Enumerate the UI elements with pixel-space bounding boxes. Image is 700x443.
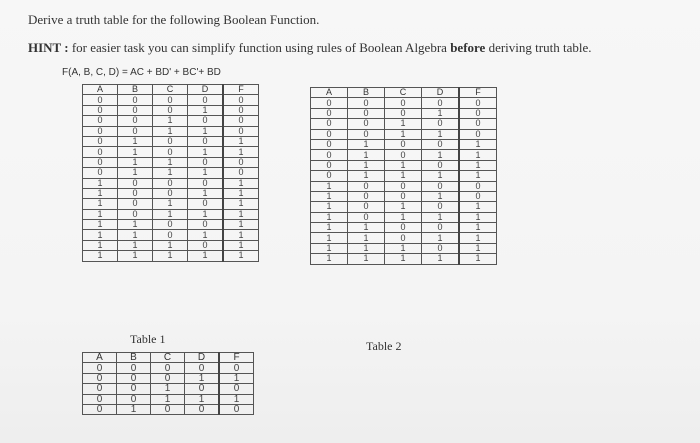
table-row — [311, 119, 497, 129]
cell-a: 0 — [311, 171, 348, 181]
cell-a: 0 — [83, 105, 118, 115]
cell-f: 0 — [459, 191, 497, 201]
cell-f: 1 — [459, 202, 497, 212]
cell-b: 0 — [348, 202, 385, 212]
cell-a: 1 — [311, 191, 348, 201]
table-row — [83, 363, 254, 373]
table-row — [83, 240, 259, 250]
cell-f: 0 — [223, 105, 259, 115]
cell-b: 0 — [118, 126, 153, 136]
table-row — [311, 243, 497, 253]
cell-d: 0 — [188, 240, 224, 250]
cell-c: 1 — [385, 129, 422, 139]
cell-c: 0 — [151, 363, 185, 373]
table-row — [311, 139, 497, 149]
table-row — [311, 254, 497, 264]
hint-bold: before — [450, 40, 486, 55]
table-row — [83, 384, 254, 394]
column-header-c: C — [151, 353, 185, 363]
cell-b: 0 — [348, 181, 385, 191]
cell-d: 1 — [422, 254, 460, 264]
cell-a: 1 — [311, 254, 348, 264]
cell-d: 1 — [188, 251, 224, 261]
cell-b: 1 — [348, 160, 385, 170]
cell-c: 0 — [153, 188, 188, 198]
cell-f: 1 — [459, 254, 497, 264]
cell-d: 0 — [422, 98, 460, 108]
cell-d: 0 — [188, 199, 224, 209]
cell-b: 1 — [118, 220, 153, 230]
cell-b: 0 — [348, 108, 385, 118]
cell-c: 1 — [385, 160, 422, 170]
cell-c: 1 — [385, 254, 422, 264]
table-row — [83, 168, 259, 178]
cell-b: 0 — [348, 98, 385, 108]
cell-b: 1 — [348, 171, 385, 181]
cell-a: 0 — [311, 108, 348, 118]
cell-d: 1 — [422, 212, 460, 222]
column-header-d: D — [422, 88, 460, 98]
cell-f: 1 — [223, 199, 259, 209]
table-row — [311, 191, 497, 201]
cell-d: 1 — [422, 171, 460, 181]
cell-c: 0 — [153, 136, 188, 146]
cell-c: 0 — [153, 147, 188, 157]
cell-f: 1 — [459, 212, 497, 222]
cell-a: 1 — [83, 230, 118, 240]
cell-a: 0 — [311, 98, 348, 108]
cell-a: 1 — [311, 223, 348, 233]
cell-c: 1 — [153, 168, 188, 178]
cell-c: 1 — [153, 126, 188, 136]
truth-table-1 — [82, 84, 259, 262]
table-row — [311, 202, 497, 212]
cell-d: 1 — [185, 373, 220, 383]
cell-c: 0 — [153, 178, 188, 188]
column-header-b: B — [117, 353, 151, 363]
cell-b: 1 — [118, 230, 153, 240]
table-row — [311, 98, 497, 108]
table-row — [311, 108, 497, 118]
cell-a: 0 — [83, 384, 117, 394]
cell-b: 1 — [348, 243, 385, 253]
cell-a: 0 — [83, 168, 118, 178]
table-row — [311, 129, 497, 139]
column-header-d: D — [185, 353, 220, 363]
cell-f: 0 — [459, 181, 497, 191]
cell-d: 0 — [188, 178, 224, 188]
cell-b: 0 — [118, 178, 153, 188]
cell-c: 1 — [153, 240, 188, 250]
table-row — [311, 233, 497, 243]
cell-d: 1 — [188, 168, 224, 178]
table-row — [83, 136, 259, 146]
cell-d: 0 — [422, 202, 460, 212]
cell-c: 0 — [153, 95, 188, 105]
cell-d: 1 — [422, 191, 460, 201]
cell-b: 0 — [118, 188, 153, 198]
cell-a: 0 — [83, 404, 117, 414]
hint-text — [28, 40, 591, 56]
cell-a: 1 — [83, 251, 118, 261]
column-header-c: C — [385, 88, 422, 98]
cell-f: 1 — [459, 160, 497, 170]
cell-c: 1 — [385, 202, 422, 212]
cell-a: 1 — [311, 243, 348, 253]
cell-d: 0 — [188, 95, 224, 105]
cell-b: 1 — [348, 254, 385, 264]
table-row — [83, 116, 259, 126]
cell-d: 0 — [188, 136, 224, 146]
cell-f: 1 — [223, 209, 259, 219]
cell-f: 1 — [223, 178, 259, 188]
cell-c: 0 — [153, 220, 188, 230]
cell-d: 0 — [188, 157, 224, 167]
truth-table-2 — [310, 87, 497, 265]
cell-a: 0 — [311, 129, 348, 139]
cell-f: 0 — [459, 98, 497, 108]
cell-b: 0 — [118, 116, 153, 126]
hint-text-post: deriving truth table. — [485, 40, 592, 55]
cell-f: 0 — [223, 116, 259, 126]
cell-f: 1 — [223, 220, 259, 230]
cell-a: 0 — [83, 136, 118, 146]
cell-d: 1 — [188, 147, 224, 157]
cell-d: 0 — [185, 404, 220, 414]
cell-a: 1 — [83, 199, 118, 209]
cell-f: 1 — [459, 150, 497, 160]
cell-c: 1 — [385, 212, 422, 222]
cell-f: 1 — [459, 171, 497, 181]
cell-a: 0 — [83, 394, 117, 404]
table-row — [83, 404, 254, 414]
table-row — [83, 178, 259, 188]
cell-c: 1 — [385, 119, 422, 129]
cell-d: 0 — [185, 363, 220, 373]
table-row — [83, 157, 259, 167]
cell-b: 1 — [118, 240, 153, 250]
question-text: Derive a truth table for the following Boolean Function. — [28, 12, 320, 27]
cell-c: 1 — [385, 171, 422, 181]
cell-d: 1 — [188, 126, 224, 136]
table-row — [311, 171, 497, 181]
table-row — [83, 230, 259, 240]
cell-f: 1 — [459, 139, 497, 149]
cell-d: 0 — [422, 139, 460, 149]
cell-f: 0 — [223, 95, 259, 105]
cell-d: 0 — [422, 160, 460, 170]
cell-f: 0 — [459, 119, 497, 129]
column-header-b: B — [348, 88, 385, 98]
cell-a: 1 — [311, 233, 348, 243]
cell-d: 1 — [422, 233, 460, 243]
cell-b: 0 — [348, 212, 385, 222]
cell-f: 0 — [219, 363, 254, 373]
cell-d: 0 — [422, 119, 460, 129]
cell-d: 0 — [188, 220, 224, 230]
cell-f: 0 — [219, 404, 254, 414]
cell-c: 1 — [153, 251, 188, 261]
cell-c: 0 — [385, 181, 422, 191]
table-row — [311, 150, 497, 160]
cell-c: 0 — [385, 233, 422, 243]
cell-d: 1 — [422, 129, 460, 139]
cell-c: 0 — [153, 105, 188, 115]
cell-d: 1 — [188, 105, 224, 115]
cell-a: 0 — [83, 126, 118, 136]
cell-a: 0 — [311, 119, 348, 129]
cell-f: 1 — [223, 147, 259, 157]
table-2-caption: Table 2 — [366, 339, 402, 353]
cell-d: 0 — [422, 223, 460, 233]
cell-c: 0 — [385, 108, 422, 118]
table-row — [311, 181, 497, 191]
cell-a: 0 — [83, 373, 117, 383]
cell-c: 1 — [153, 116, 188, 126]
cell-a: 1 — [83, 220, 118, 230]
cell-b: 0 — [118, 199, 153, 209]
cell-c: 0 — [385, 139, 422, 149]
cell-f: 0 — [223, 157, 259, 167]
table-row — [311, 212, 497, 222]
cell-f: 1 — [223, 240, 259, 250]
cell-f: 1 — [459, 223, 497, 233]
hint-text-pre: for easier task you can simplify function using rules of Boolean Algebra — [68, 40, 451, 55]
table-row — [83, 394, 254, 404]
cell-a: 0 — [83, 116, 118, 126]
column-header-b: B — [118, 85, 153, 95]
cell-f: 0 — [223, 126, 259, 136]
cell-f: 1 — [223, 136, 259, 146]
cell-f: 0 — [223, 168, 259, 178]
table-1-caption: Table 1 — [130, 332, 166, 346]
cell-c: 0 — [385, 223, 422, 233]
cell-c: 1 — [151, 394, 185, 404]
cell-f: 0 — [459, 108, 497, 118]
table-row — [83, 188, 259, 198]
cell-a: 0 — [311, 160, 348, 170]
cell-c: 0 — [151, 373, 185, 383]
cell-a: 1 — [83, 188, 118, 198]
cell-c: 1 — [153, 199, 188, 209]
cell-a: 1 — [83, 209, 118, 219]
cell-f: 1 — [219, 373, 254, 383]
table-row — [311, 223, 497, 233]
cell-b: 0 — [348, 119, 385, 129]
cell-d: 1 — [188, 209, 224, 219]
cell-c: 0 — [153, 230, 188, 240]
column-header-a: A — [83, 85, 118, 95]
table-row — [83, 251, 259, 261]
cell-b: 1 — [348, 139, 385, 149]
cell-b: 0 — [348, 191, 385, 201]
hint-label: HINT : — [28, 40, 69, 55]
cell-b: 0 — [118, 95, 153, 105]
cell-b: 1 — [118, 136, 153, 146]
cell-d: 0 — [188, 116, 224, 126]
cell-f: 1 — [223, 230, 259, 240]
cell-c: 0 — [385, 150, 422, 160]
cell-a: 1 — [83, 240, 118, 250]
cell-d: 1 — [188, 188, 224, 198]
table-row — [83, 199, 259, 209]
cell-b: 0 — [117, 394, 151, 404]
cell-f: 1 — [459, 243, 497, 253]
table-header-row — [83, 85, 259, 95]
column-header-f: F — [219, 353, 254, 363]
table-row — [83, 147, 259, 157]
cell-f: 1 — [459, 233, 497, 243]
cell-b: 0 — [117, 363, 151, 373]
cell-a: 1 — [83, 178, 118, 188]
cell-a: 1 — [311, 212, 348, 222]
cell-b: 0 — [117, 373, 151, 383]
cell-b: 1 — [118, 147, 153, 157]
cell-c: 1 — [385, 243, 422, 253]
cell-b: 1 — [118, 168, 153, 178]
column-header-c: C — [153, 85, 188, 95]
cell-b: 0 — [118, 209, 153, 219]
cell-d: 1 — [422, 150, 460, 160]
cell-d: 0 — [422, 181, 460, 191]
cell-b: 1 — [348, 223, 385, 233]
column-header-a: A — [83, 353, 117, 363]
cell-c: 0 — [151, 404, 185, 414]
cell-d: 0 — [422, 243, 460, 253]
cell-b: 1 — [118, 157, 153, 167]
column-header-f: F — [223, 85, 259, 95]
cell-d: 1 — [422, 108, 460, 118]
column-header-d: D — [188, 85, 224, 95]
table-row — [83, 105, 259, 115]
cell-b: 0 — [118, 105, 153, 115]
cell-b: 1 — [118, 251, 153, 261]
cell-c: 1 — [153, 157, 188, 167]
cell-c: 1 — [151, 384, 185, 394]
table-row — [83, 95, 259, 105]
cell-f: 0 — [459, 129, 497, 139]
boolean-function: F(A, B, C, D) = AC + BD' + BC'+ BD — [62, 67, 221, 78]
cell-b: 1 — [348, 150, 385, 160]
cell-a: 0 — [83, 157, 118, 167]
cell-d: 0 — [185, 384, 220, 394]
truth-table-3 — [82, 352, 254, 415]
table-header-row — [311, 88, 497, 98]
table-row — [83, 126, 259, 136]
cell-b: 1 — [348, 233, 385, 243]
cell-c: 0 — [385, 98, 422, 108]
cell-a: 0 — [83, 363, 117, 373]
table-row — [83, 209, 259, 219]
cell-c: 0 — [385, 191, 422, 201]
cell-a: 0 — [83, 95, 118, 105]
cell-a: 0 — [311, 150, 348, 160]
cell-d: 1 — [185, 394, 220, 404]
column-header-a: A — [311, 88, 348, 98]
cell-f: 1 — [219, 394, 254, 404]
cell-b: 0 — [348, 129, 385, 139]
table-header-row — [83, 353, 254, 363]
cell-b: 1 — [117, 404, 151, 414]
cell-c: 1 — [153, 209, 188, 219]
cell-a: 0 — [83, 147, 118, 157]
cell-f: 0 — [219, 384, 254, 394]
cell-a: 1 — [311, 202, 348, 212]
cell-a: 1 — [311, 181, 348, 191]
table-row — [83, 220, 259, 230]
cell-a: 0 — [311, 139, 348, 149]
cell-f: 1 — [223, 251, 259, 261]
cell-b: 0 — [117, 384, 151, 394]
cell-f: 1 — [223, 188, 259, 198]
table-row — [83, 373, 254, 383]
cell-d: 1 — [188, 230, 224, 240]
table-row — [311, 160, 497, 170]
column-header-f: F — [459, 88, 497, 98]
